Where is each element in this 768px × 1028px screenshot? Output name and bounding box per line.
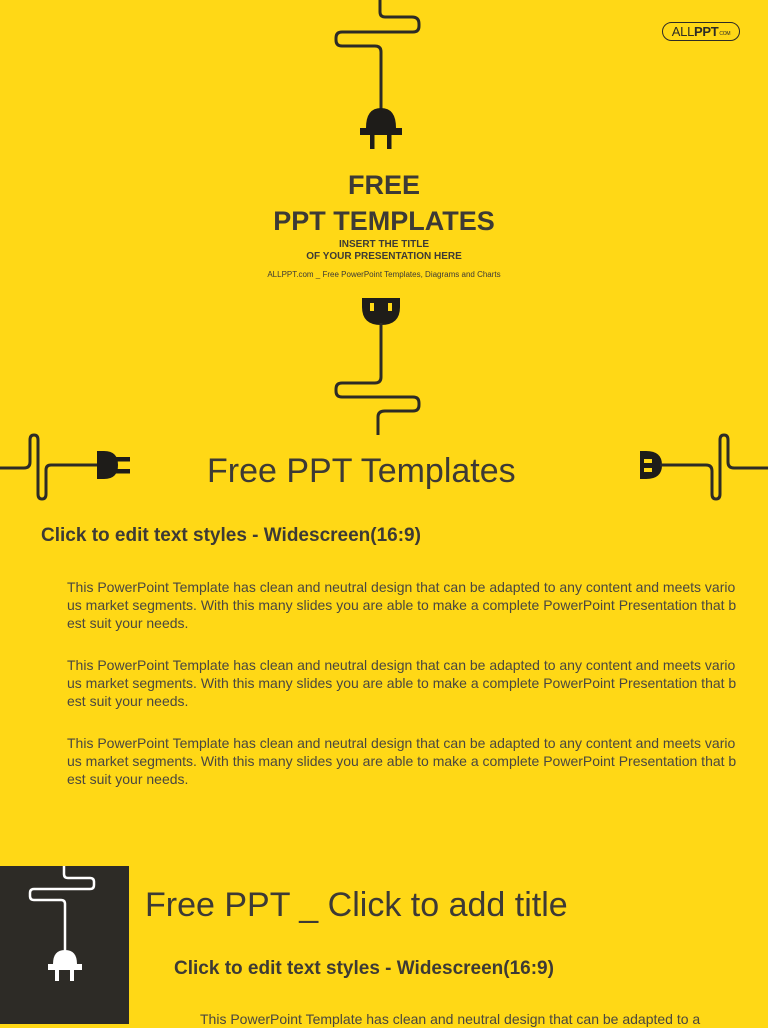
slide3-subtitle: Click to edit text styles - Widescreen(16:9) — [174, 958, 554, 979]
slide2-subtitle: Click to edit text styles - Widescreen(16:9) — [41, 525, 421, 546]
right-cord-socket-icon — [628, 432, 768, 512]
slide3-title: Free PPT _ Click to add title — [145, 886, 568, 924]
cover-subtitle-line1: INSERT THE TITLE — [339, 239, 429, 250]
top-cord-plug-icon — [0, 0, 768, 160]
slide2-paragraph-2: This PowerPoint Template has clean and neutral design that can be adapted to any content and meets various market segments. With this many slides you are able to make a complete PowerPoint Presentation that best suit your needs. — [67, 657, 737, 709]
slide2-paragraph-3: This PowerPoint Template has clean and neutral design that can be adapted to any content and meets various market segments. With this many slides you are able to make a complete PowerPoint Presentation that best suit your needs. — [67, 735, 737, 787]
slide3-paragraph: This PowerPoint Template has clean and neutral design that can be adapted to a — [200, 1011, 701, 1027]
logo-text-com: COM — [719, 31, 731, 37]
cover-subtitle-line2: OF YOUR PRESENTATION HERE — [306, 251, 462, 262]
logo-text-all: ALL — [671, 24, 695, 39]
cover-caption: ALLPPT.com _ Free PowerPoint Templates, Diagrams and Charts — [267, 270, 501, 279]
slide2-title: Free PPT Templates — [207, 452, 516, 490]
slide3-side-panel — [0, 866, 129, 1024]
cover-title-line2: PPT TEMPLATES — [273, 206, 495, 236]
slide2-paragraph-1: This PowerPoint Template has clean and neutral design that can be adapted to any content and meets various market segments. With this many slides you are able to make a complete PowerPoint Presentation that best suit your needs. — [67, 579, 737, 631]
logo-text-ppt: PPT — [694, 24, 719, 39]
bottom-cord-socket-icon — [0, 295, 768, 435]
left-cord-plug-icon — [0, 432, 140, 512]
white-cord-plug-icon — [0, 866, 129, 1024]
cover-title-line1: FREE — [347, 170, 420, 200]
